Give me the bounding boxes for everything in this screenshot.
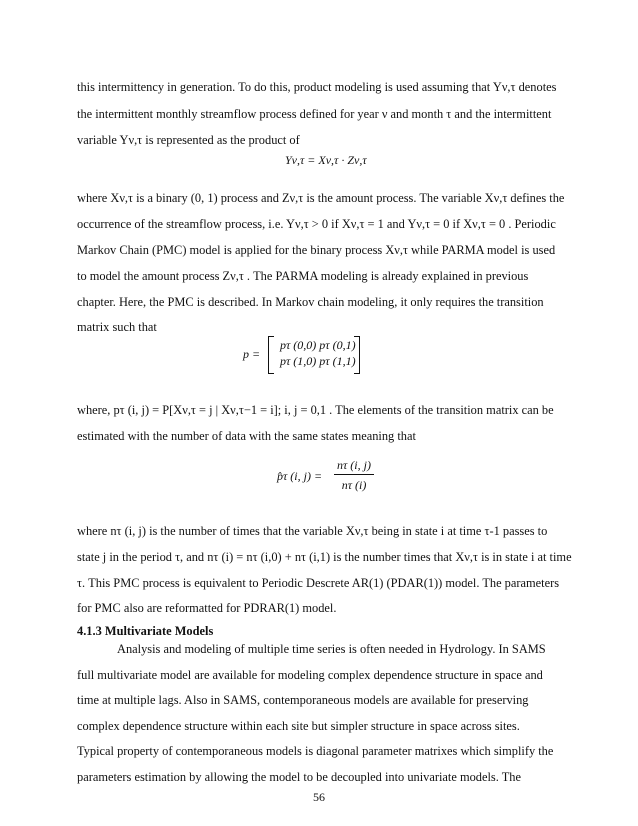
paragraph-line: this intermittency in generation. To do this, product modeling is used assuming that Yν,τ denotes [77, 80, 557, 94]
paragraph-line: complex dependence structure within each site but simpler structure in space across sites. [77, 719, 520, 733]
paragraph-line: where Xν,τ is a binary (0, 1) process and Zν,τ is the amount process. The variable Xν,τ defines the [77, 191, 565, 205]
matrix-row-2: pτ (1,0) pτ (1,1) [280, 354, 356, 368]
page-number: 56 [313, 790, 325, 804]
paragraph-line: where nτ (i, j) is the number of times that the variable Xν,τ being in state i at time τ-1 passes to [77, 524, 548, 538]
paragraph-line: time at multiple lags. Also in SAMS, contemporaneous models are available for preserving [77, 693, 529, 707]
paragraph-line: state j in the period τ, and nτ (i) = nτ (i,0) + nτ (i,1) is the number times that Xν,τ is in state i at time [77, 550, 572, 564]
equation-product: Yν,τ = Xν,τ · Zν,τ [285, 153, 367, 167]
fraction-numerator: nτ (i, j) [337, 458, 371, 472]
paragraph-line: occurrence of the streamflow process, i.e. Yν,τ > 0 if Xν,τ = 1 and Yν,τ = 0 if Xν,τ = 0 . Periodic [77, 217, 556, 231]
fraction-denominator: nτ (i) [341, 478, 367, 492]
paragraph-line: variable Yν,τ is represented as the product of [77, 133, 300, 147]
fraction-bar [334, 474, 374, 475]
transition-matrix [268, 336, 360, 372]
paragraph-line: Typical property of contemporaneous models is diagonal parameter matrixes which simplify the [77, 744, 554, 758]
paragraph-line: for PMC also are reformatted for PDRAR(1) model. [77, 601, 337, 615]
paragraph-line: chapter. Here, the PMC is described. In Markov chain modeling, it only requires the transition [77, 295, 544, 309]
paragraph-line: estimated with the number of data with the same states meaning that [77, 429, 416, 443]
fraction-lhs: p̂τ (i, j) = [277, 469, 323, 483]
matrix-row-1: pτ (0,0) pτ (0,1) [280, 338, 356, 352]
matrix-left-bracket [268, 336, 274, 374]
matrix-lhs: p = [243, 347, 261, 361]
paragraph-line: full multivariate model are available for modeling complex dependence structure in space and [77, 668, 543, 682]
paragraph-line: where, pτ (i, j) = P[Xν,τ = j | Xν,τ−1 = i]; i, j = 0,1 . The elements of the transition matrix can be [77, 403, 554, 417]
paragraph-line: τ. This PMC process is equivalent to Periodic Descrete AR(1) (PDAR(1)) model. The parameters [77, 576, 560, 590]
section-heading: 4.1.3 Multivariate Models [77, 624, 214, 638]
paragraph-line: Markov Chain (PMC) model is applied for the binary process Xν,τ while PARMA model is used [77, 243, 556, 257]
paragraph-line: the intermittent monthly streamflow process defined for year ν and month τ and the intermittent [77, 107, 552, 121]
paragraph-line: Analysis and modeling of multiple time series is often needed in Hydrology. In SAMS [117, 642, 546, 656]
paragraph-line: parameters estimation by allowing the model to be decoupled into univariate models. The [77, 770, 521, 784]
paragraph-line: to model the amount process Zν,τ . The PARMA modeling is already explained in previous [77, 269, 529, 283]
paragraph-line: matrix such that [77, 320, 157, 334]
